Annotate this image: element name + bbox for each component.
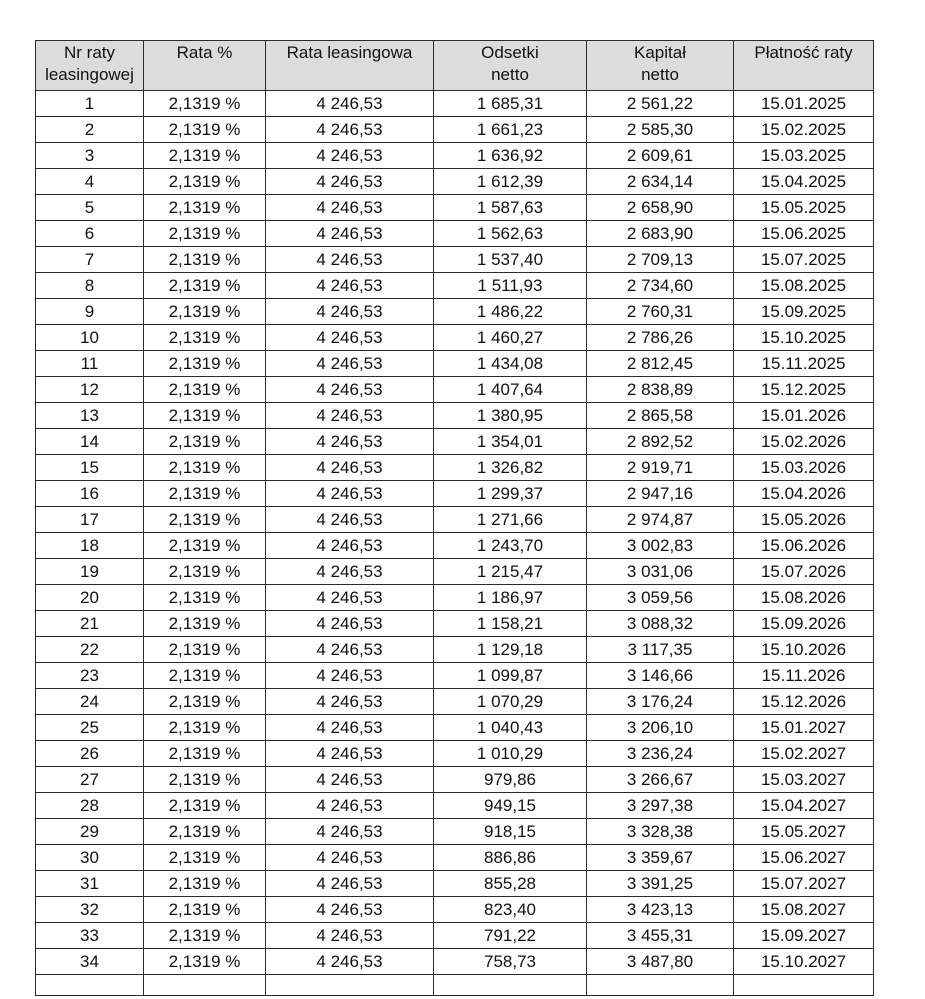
cell-capital-net: 2 974,87 xyxy=(587,507,734,533)
table-row xyxy=(36,195,874,221)
cell-payment-date: 15.03.2026 xyxy=(734,455,874,481)
header-interest-net xyxy=(434,41,587,91)
cell-leasing-installment: 4 246,53 xyxy=(266,169,434,195)
cell-leasing-installment: 4 246,53 xyxy=(266,611,434,637)
cell-installment-number: 16 xyxy=(36,481,144,507)
cell-rate-percent: 2,1319 % xyxy=(144,871,266,897)
cell-rate-percent: 2,1319 % xyxy=(144,481,266,507)
cell-capital-net: 2 683,90 xyxy=(587,221,734,247)
cell-rate-percent: 2,1319 % xyxy=(144,91,266,117)
cell-installment-number: 20 xyxy=(36,585,144,611)
cell-capital-net: 2 838,89 xyxy=(587,377,734,403)
cell-payment-date: 15.11.2026 xyxy=(734,663,874,689)
cell-installment-number: 26 xyxy=(36,741,144,767)
cell-installment-number: 21 xyxy=(36,611,144,637)
cell-capital-net: 3 236,24 xyxy=(587,741,734,767)
cell-leasing-installment: 4 246,53 xyxy=(266,117,434,143)
cell-installment-number: 8 xyxy=(36,273,144,299)
cell-rate-percent: 2,1319 % xyxy=(144,403,266,429)
cell-leasing-installment: 4 246,53 xyxy=(266,715,434,741)
cell-leasing-installment: 4 246,53 xyxy=(266,325,434,351)
table-row xyxy=(36,299,874,325)
cell-rate-percent: 2,1319 % xyxy=(144,377,266,403)
cell-rate-percent: 2,1319 % xyxy=(144,325,266,351)
cell-rate-percent: 2,1319 % xyxy=(144,897,266,923)
cell-capital-net: 3 088,32 xyxy=(587,611,734,637)
cell-interest-net: 1 407,64 xyxy=(434,377,587,403)
cell-capital-net: 2 561,22 xyxy=(587,91,734,117)
header-label-line: leasingowej xyxy=(45,65,134,84)
cell-interest-net: 1 486,22 xyxy=(434,299,587,325)
cell-capital-net: 2 865,58 xyxy=(587,403,734,429)
cell-installment-number: 11 xyxy=(36,351,144,377)
cell-installment-number: 1 xyxy=(36,91,144,117)
cell-installment-number: 24 xyxy=(36,689,144,715)
table-cell-empty xyxy=(266,975,434,996)
cell-payment-date: 15.02.2025 xyxy=(734,117,874,143)
cell-capital-net: 3 206,10 xyxy=(587,715,734,741)
cell-rate-percent: 2,1319 % xyxy=(144,715,266,741)
cell-leasing-installment: 4 246,53 xyxy=(266,247,434,273)
cell-payment-date: 15.03.2025 xyxy=(734,143,874,169)
cell-capital-net: 3 117,35 xyxy=(587,637,734,663)
table-row xyxy=(36,689,874,715)
cell-interest-net: 1 215,47 xyxy=(434,559,587,585)
cell-rate-percent: 2,1319 % xyxy=(144,351,266,377)
cell-interest-net: 1 612,39 xyxy=(434,169,587,195)
cell-interest-net: 1 243,70 xyxy=(434,533,587,559)
cell-rate-percent: 2,1319 % xyxy=(144,637,266,663)
cell-payment-date: 15.09.2027 xyxy=(734,923,874,949)
table-row xyxy=(36,481,874,507)
cell-payment-date: 15.09.2025 xyxy=(734,299,874,325)
table-row xyxy=(36,117,874,143)
table-cell-empty xyxy=(434,975,587,996)
cell-leasing-installment: 4 246,53 xyxy=(266,91,434,117)
table-row xyxy=(36,663,874,689)
cell-installment-number: 22 xyxy=(36,637,144,663)
cell-capital-net: 2 786,26 xyxy=(587,325,734,351)
cell-capital-net: 2 734,60 xyxy=(587,273,734,299)
table-cell-empty xyxy=(734,975,874,996)
cell-leasing-installment: 4 246,53 xyxy=(266,819,434,845)
header-rate-percent xyxy=(144,41,266,91)
cell-interest-net: 1 511,93 xyxy=(434,273,587,299)
table-row xyxy=(36,741,874,767)
cell-interest-net: 1 186,97 xyxy=(434,585,587,611)
table-row xyxy=(36,221,874,247)
cell-capital-net: 2 609,61 xyxy=(587,143,734,169)
cell-capital-net: 3 359,67 xyxy=(587,845,734,871)
cell-payment-date: 15.05.2026 xyxy=(734,507,874,533)
cell-rate-percent: 2,1319 % xyxy=(144,195,266,221)
table-body xyxy=(36,91,874,996)
cell-payment-date: 15.12.2026 xyxy=(734,689,874,715)
cell-leasing-installment: 4 246,53 xyxy=(266,767,434,793)
table-row xyxy=(36,923,874,949)
cell-installment-number: 25 xyxy=(36,715,144,741)
table-row xyxy=(36,455,874,481)
table-row xyxy=(36,637,874,663)
cell-interest-net: 918,15 xyxy=(434,819,587,845)
cell-interest-net: 949,15 xyxy=(434,793,587,819)
table-row xyxy=(36,715,874,741)
table-cell-empty xyxy=(36,975,144,996)
table-row xyxy=(36,949,874,975)
cell-rate-percent: 2,1319 % xyxy=(144,169,266,195)
cell-payment-date: 15.12.2025 xyxy=(734,377,874,403)
cell-capital-net: 3 176,24 xyxy=(587,689,734,715)
cell-rate-percent: 2,1319 % xyxy=(144,429,266,455)
table-row xyxy=(36,845,874,871)
cell-leasing-installment: 4 246,53 xyxy=(266,689,434,715)
cell-payment-date: 15.09.2026 xyxy=(734,611,874,637)
table-row xyxy=(36,533,874,559)
header-row xyxy=(36,41,874,91)
cell-installment-number: 15 xyxy=(36,455,144,481)
cell-payment-date: 15.05.2025 xyxy=(734,195,874,221)
cell-payment-date: 15.10.2026 xyxy=(734,637,874,663)
cell-interest-net: 791,22 xyxy=(434,923,587,949)
cell-capital-net: 3 487,80 xyxy=(587,949,734,975)
cell-interest-net: 1 040,43 xyxy=(434,715,587,741)
table-row xyxy=(36,585,874,611)
cell-rate-percent: 2,1319 % xyxy=(144,247,266,273)
table-cell-empty xyxy=(587,975,734,996)
cell-rate-percent: 2,1319 % xyxy=(144,221,266,247)
cell-rate-percent: 2,1319 % xyxy=(144,455,266,481)
cell-capital-net: 2 760,31 xyxy=(587,299,734,325)
cell-rate-percent: 2,1319 % xyxy=(144,689,266,715)
cell-installment-number: 17 xyxy=(36,507,144,533)
cell-installment-number: 27 xyxy=(36,767,144,793)
cell-installment-number: 7 xyxy=(36,247,144,273)
cell-leasing-installment: 4 246,53 xyxy=(266,455,434,481)
cell-interest-net: 1 562,63 xyxy=(434,221,587,247)
cell-installment-number: 13 xyxy=(36,403,144,429)
cell-leasing-installment: 4 246,53 xyxy=(266,221,434,247)
header-capital-net xyxy=(587,41,734,91)
table-row xyxy=(36,169,874,195)
cell-rate-percent: 2,1319 % xyxy=(144,559,266,585)
cell-interest-net: 1 636,92 xyxy=(434,143,587,169)
cell-leasing-installment: 4 246,53 xyxy=(266,377,434,403)
cell-leasing-installment: 4 246,53 xyxy=(266,507,434,533)
table-row xyxy=(36,559,874,585)
table-row xyxy=(36,325,874,351)
cell-capital-net: 2 892,52 xyxy=(587,429,734,455)
cell-leasing-installment: 4 246,53 xyxy=(266,585,434,611)
cell-capital-net: 3 297,38 xyxy=(587,793,734,819)
cell-interest-net: 1 271,66 xyxy=(434,507,587,533)
table-row xyxy=(36,143,874,169)
cell-leasing-installment: 4 246,53 xyxy=(266,923,434,949)
cell-leasing-installment: 4 246,53 xyxy=(266,351,434,377)
cell-capital-net: 3 391,25 xyxy=(587,871,734,897)
cell-rate-percent: 2,1319 % xyxy=(144,143,266,169)
header-leasing-installment xyxy=(266,41,434,91)
cell-installment-number: 2 xyxy=(36,117,144,143)
cell-leasing-installment: 4 246,53 xyxy=(266,273,434,299)
cell-payment-date: 15.11.2025 xyxy=(734,351,874,377)
cell-interest-net: 1 158,21 xyxy=(434,611,587,637)
header-label-line: netto xyxy=(641,65,679,84)
cell-payment-date: 15.02.2026 xyxy=(734,429,874,455)
cell-interest-net: 886,86 xyxy=(434,845,587,871)
cell-payment-date: 15.03.2027 xyxy=(734,767,874,793)
cell-capital-net: 2 947,16 xyxy=(587,481,734,507)
cell-installment-number: 4 xyxy=(36,169,144,195)
cell-capital-net: 2 709,13 xyxy=(587,247,734,273)
cell-leasing-installment: 4 246,53 xyxy=(266,559,434,585)
cell-payment-date: 15.08.2025 xyxy=(734,273,874,299)
cell-payment-date: 15.04.2027 xyxy=(734,793,874,819)
cell-capital-net: 2 919,71 xyxy=(587,455,734,481)
cell-installment-number: 3 xyxy=(36,143,144,169)
leasing-schedule-table xyxy=(35,40,874,996)
cell-payment-date: 15.01.2025 xyxy=(734,91,874,117)
cell-installment-number: 10 xyxy=(36,325,144,351)
cell-leasing-installment: 4 246,53 xyxy=(266,897,434,923)
cell-rate-percent: 2,1319 % xyxy=(144,845,266,871)
cell-installment-number: 18 xyxy=(36,533,144,559)
cell-interest-net: 1 099,87 xyxy=(434,663,587,689)
table-row xyxy=(36,91,874,117)
header-installment-number xyxy=(36,41,144,91)
cell-installment-number: 32 xyxy=(36,897,144,923)
cell-payment-date: 15.07.2027 xyxy=(734,871,874,897)
cell-rate-percent: 2,1319 % xyxy=(144,767,266,793)
cell-capital-net: 3 031,06 xyxy=(587,559,734,585)
cell-rate-percent: 2,1319 % xyxy=(144,533,266,559)
table-row xyxy=(36,377,874,403)
cell-payment-date: 15.01.2027 xyxy=(734,715,874,741)
cell-leasing-installment: 4 246,53 xyxy=(266,195,434,221)
cell-rate-percent: 2,1319 % xyxy=(144,299,266,325)
table-row xyxy=(36,403,874,429)
table-row xyxy=(36,897,874,923)
cell-installment-number: 30 xyxy=(36,845,144,871)
cell-payment-date: 15.08.2026 xyxy=(734,585,874,611)
cell-interest-net: 1 070,29 xyxy=(434,689,587,715)
cell-payment-date: 15.01.2026 xyxy=(734,403,874,429)
cell-installment-number: 14 xyxy=(36,429,144,455)
header-label-line: Rata leasingowa xyxy=(286,43,413,62)
cell-payment-date: 15.05.2027 xyxy=(734,819,874,845)
cell-payment-date: 15.07.2025 xyxy=(734,247,874,273)
cell-rate-percent: 2,1319 % xyxy=(144,507,266,533)
cell-interest-net: 1 354,01 xyxy=(434,429,587,455)
cell-leasing-installment: 4 246,53 xyxy=(266,481,434,507)
cell-leasing-installment: 4 246,53 xyxy=(266,793,434,819)
cell-installment-number: 6 xyxy=(36,221,144,247)
cell-rate-percent: 2,1319 % xyxy=(144,793,266,819)
cell-interest-net: 979,86 xyxy=(434,767,587,793)
cell-capital-net: 3 455,31 xyxy=(587,923,734,949)
cell-capital-net: 3 146,66 xyxy=(587,663,734,689)
cell-installment-number: 9 xyxy=(36,299,144,325)
cell-rate-percent: 2,1319 % xyxy=(144,273,266,299)
cell-interest-net: 758,73 xyxy=(434,949,587,975)
cell-leasing-installment: 4 246,53 xyxy=(266,403,434,429)
cell-rate-percent: 2,1319 % xyxy=(144,923,266,949)
table-row xyxy=(36,767,874,793)
cell-installment-number: 28 xyxy=(36,793,144,819)
header-label-line: Kapitał xyxy=(634,43,686,62)
cell-rate-percent: 2,1319 % xyxy=(144,949,266,975)
cell-interest-net: 1 299,37 xyxy=(434,481,587,507)
table-row xyxy=(36,247,874,273)
cell-capital-net: 3 059,56 xyxy=(587,585,734,611)
cell-rate-percent: 2,1319 % xyxy=(144,585,266,611)
cell-interest-net: 1 129,18 xyxy=(434,637,587,663)
table-row xyxy=(36,429,874,455)
table-row-empty xyxy=(36,975,874,996)
cell-capital-net: 2 812,45 xyxy=(587,351,734,377)
cell-rate-percent: 2,1319 % xyxy=(144,741,266,767)
cell-leasing-installment: 4 246,53 xyxy=(266,637,434,663)
table-row xyxy=(36,871,874,897)
cell-payment-date: 15.04.2025 xyxy=(734,169,874,195)
leasing-schedule-wrapper xyxy=(35,40,873,996)
cell-interest-net: 1 587,63 xyxy=(434,195,587,221)
table-row xyxy=(36,819,874,845)
header-label-line: Odsetki xyxy=(481,43,539,62)
cell-rate-percent: 2,1319 % xyxy=(144,819,266,845)
cell-capital-net: 2 634,14 xyxy=(587,169,734,195)
cell-interest-net: 1 460,27 xyxy=(434,325,587,351)
header-payment-date xyxy=(734,41,874,91)
cell-leasing-installment: 4 246,53 xyxy=(266,429,434,455)
cell-leasing-installment: 4 246,53 xyxy=(266,845,434,871)
cell-payment-date: 15.10.2025 xyxy=(734,325,874,351)
cell-rate-percent: 2,1319 % xyxy=(144,663,266,689)
cell-interest-net: 1 380,95 xyxy=(434,403,587,429)
cell-installment-number: 34 xyxy=(36,949,144,975)
header-label-line: Płatność raty xyxy=(754,43,853,62)
table-header xyxy=(36,41,874,91)
header-label-line: Rata % xyxy=(176,43,233,62)
cell-installment-number: 19 xyxy=(36,559,144,585)
table-row xyxy=(36,273,874,299)
cell-payment-date: 15.06.2025 xyxy=(734,221,874,247)
cell-leasing-installment: 4 246,53 xyxy=(266,299,434,325)
table-row xyxy=(36,793,874,819)
cell-capital-net: 2 658,90 xyxy=(587,195,734,221)
cell-interest-net: 1 434,08 xyxy=(434,351,587,377)
cell-leasing-installment: 4 246,53 xyxy=(266,741,434,767)
cell-installment-number: 5 xyxy=(36,195,144,221)
cell-interest-net: 1 661,23 xyxy=(434,117,587,143)
cell-payment-date: 15.07.2026 xyxy=(734,559,874,585)
cell-payment-date: 15.06.2026 xyxy=(734,533,874,559)
cell-installment-number: 29 xyxy=(36,819,144,845)
cell-payment-date: 15.04.2026 xyxy=(734,481,874,507)
cell-payment-date: 15.08.2027 xyxy=(734,897,874,923)
table-row xyxy=(36,611,874,637)
cell-capital-net: 3 002,83 xyxy=(587,533,734,559)
table-row xyxy=(36,351,874,377)
cell-capital-net: 3 328,38 xyxy=(587,819,734,845)
cell-payment-date: 15.10.2027 xyxy=(734,949,874,975)
cell-installment-number: 33 xyxy=(36,923,144,949)
cell-rate-percent: 2,1319 % xyxy=(144,611,266,637)
cell-capital-net: 2 585,30 xyxy=(587,117,734,143)
cell-payment-date: 15.02.2027 xyxy=(734,741,874,767)
header-label-line: Nr raty xyxy=(64,43,115,62)
cell-leasing-installment: 4 246,53 xyxy=(266,143,434,169)
cell-interest-net: 1 685,31 xyxy=(434,91,587,117)
table-row xyxy=(36,507,874,533)
header-label-line: netto xyxy=(491,65,529,84)
cell-installment-number: 31 xyxy=(36,871,144,897)
cell-installment-number: 12 xyxy=(36,377,144,403)
cell-interest-net: 1 010,29 xyxy=(434,741,587,767)
cell-capital-net: 3 266,67 xyxy=(587,767,734,793)
table-cell-empty xyxy=(144,975,266,996)
cell-installment-number: 23 xyxy=(36,663,144,689)
cell-interest-net: 823,40 xyxy=(434,897,587,923)
cell-interest-net: 1 537,40 xyxy=(434,247,587,273)
cell-leasing-installment: 4 246,53 xyxy=(266,663,434,689)
cell-interest-net: 855,28 xyxy=(434,871,587,897)
cell-payment-date: 15.06.2027 xyxy=(734,845,874,871)
cell-leasing-installment: 4 246,53 xyxy=(266,949,434,975)
cell-leasing-installment: 4 246,53 xyxy=(266,533,434,559)
cell-capital-net: 3 423,13 xyxy=(587,897,734,923)
cell-leasing-installment: 4 246,53 xyxy=(266,871,434,897)
cell-interest-net: 1 326,82 xyxy=(434,455,587,481)
cell-rate-percent: 2,1319 % xyxy=(144,117,266,143)
